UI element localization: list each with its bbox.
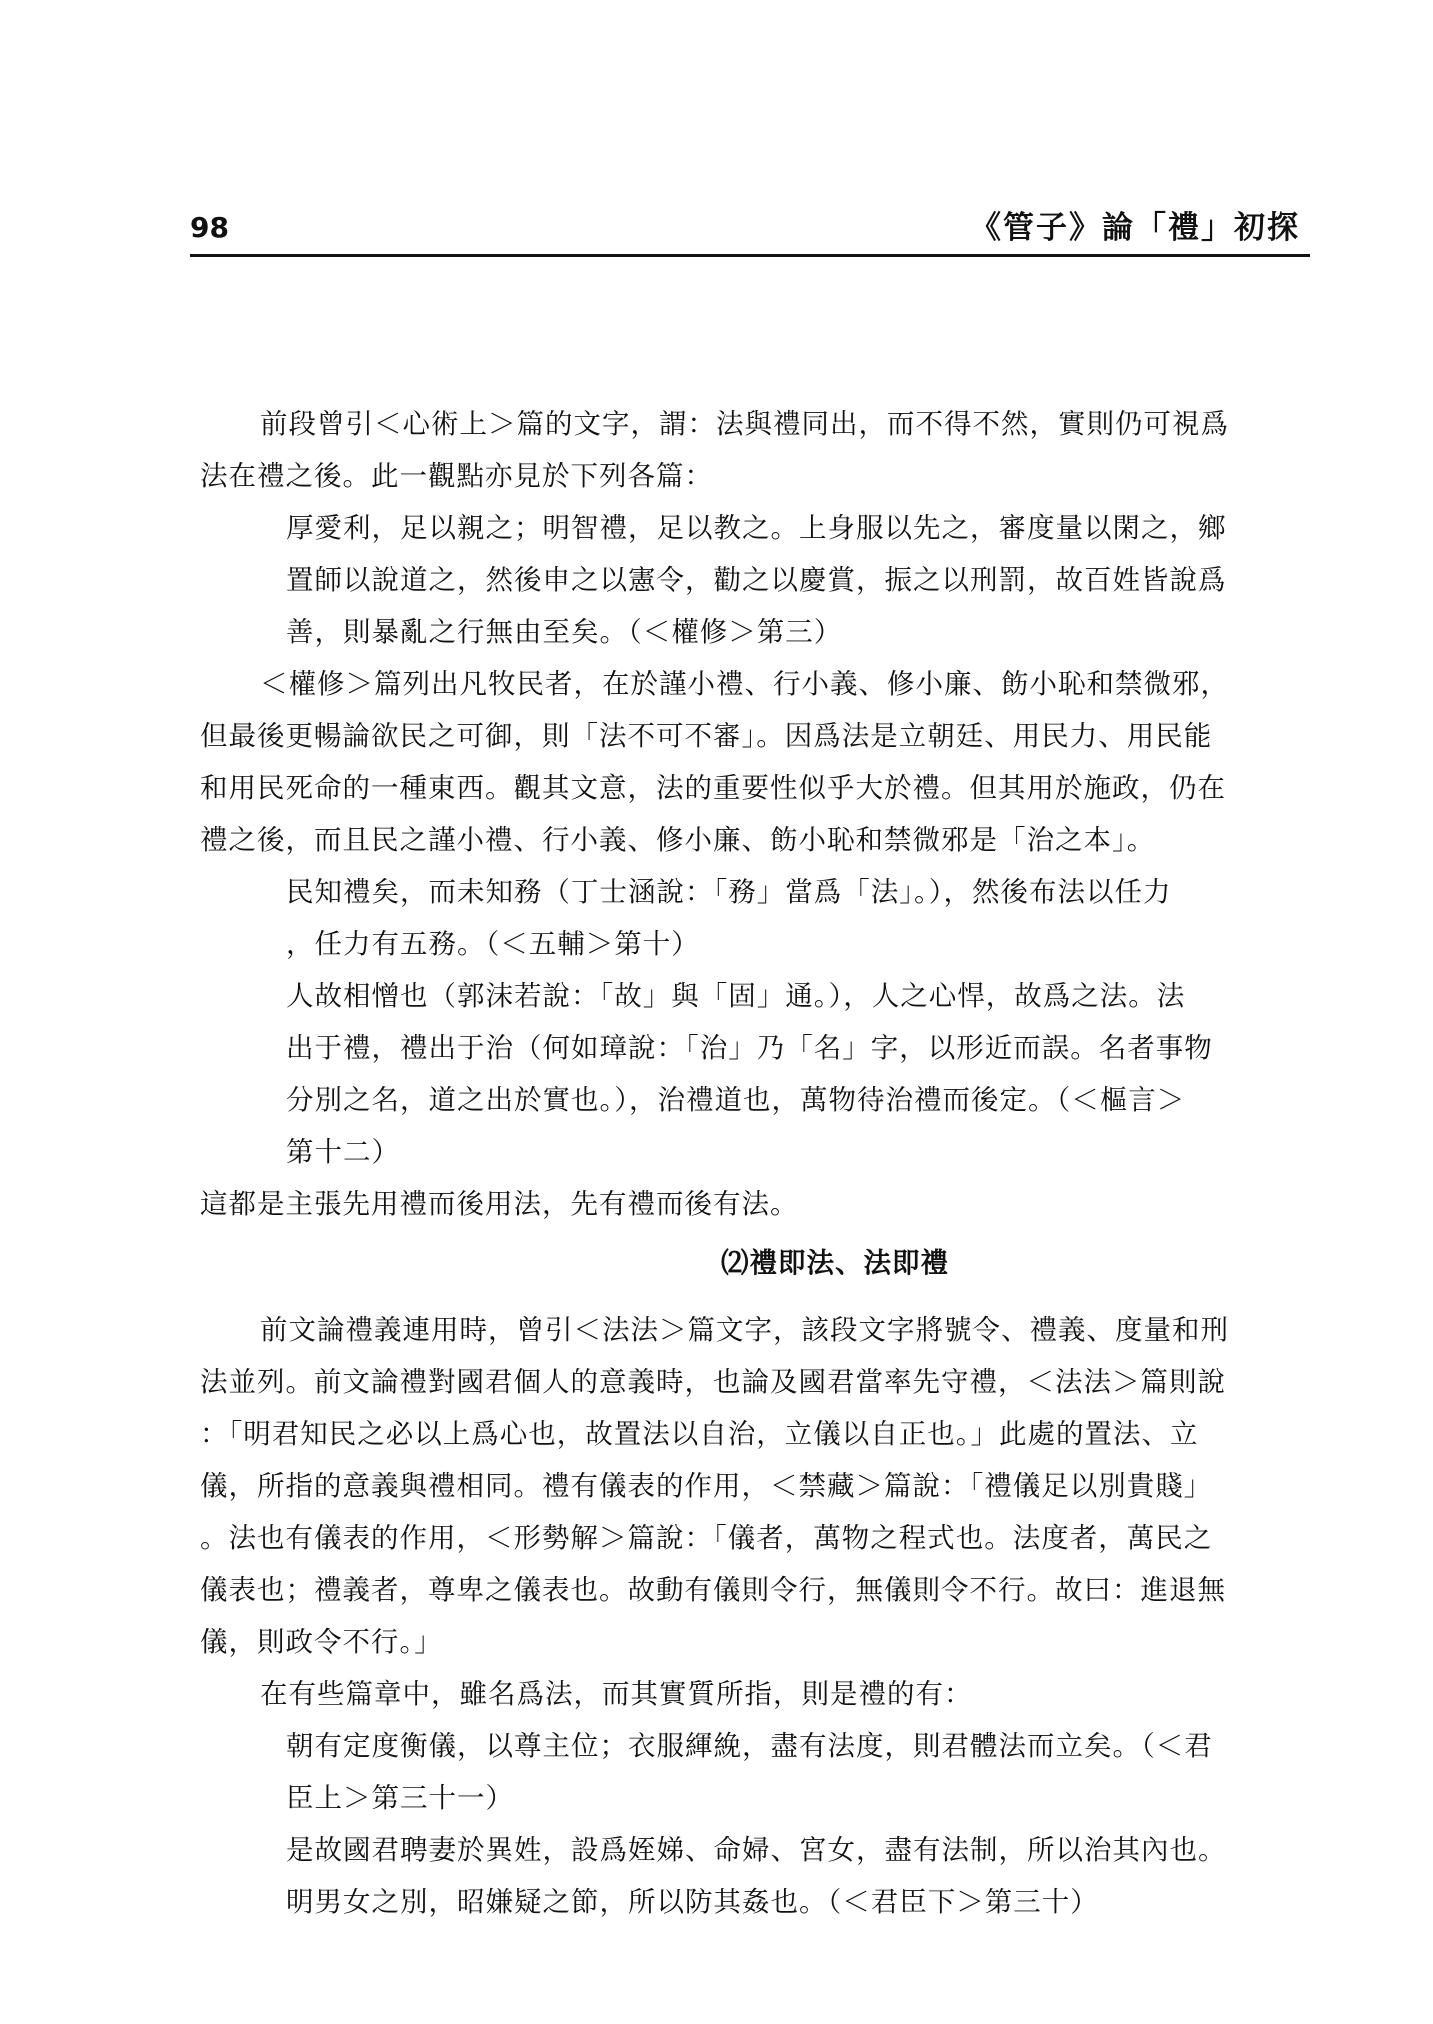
paragraph-5 bbox=[200, 1668, 1260, 1720]
text-line: 法並列。前文論禮對國君個人的意義時，也論及國君當率先守禮，＜法法＞篇則說 bbox=[200, 1366, 1226, 1398]
text-line: 禮之後，而且民之謹小禮、行小義、修小廉、飭小恥和禁微邪是「治之本」。 bbox=[200, 824, 1156, 856]
running-title: 《管子》論「禮」初探 bbox=[970, 210, 1300, 246]
text-line: 第十二） bbox=[286, 1136, 400, 1168]
text-line: 分別之名，道之出於實也。），治禮道也，萬物待治禮而後定。（＜樞言＞ bbox=[286, 1084, 1186, 1116]
quotation-2 bbox=[200, 866, 1260, 970]
text-line: 和用民死命的一種東西。觀其文意，法的重要性似乎大於禮。但其用於施政，仍在 bbox=[200, 772, 1226, 804]
text-line: 置師以說道之，然後申之以憲令，勸之以慶賞，振之以刑罰，故百姓皆說爲 bbox=[286, 564, 1227, 596]
text-line: 前段曾引＜心術上＞篇的文字，謂：法與禮同出，而不得不然，實則仍可視爲 bbox=[260, 408, 1229, 440]
text-line: 但最後更暢論欲民之可御，則「法不可不審」。因爲法是立朝廷、用民力、用民能 bbox=[200, 720, 1213, 752]
text-line: 民知禮矣，而未知務（丁士涵說：「務」當爲「法」。），然後布法以任力 bbox=[286, 876, 1172, 908]
quotation-3 bbox=[200, 970, 1260, 1178]
text-line: 法在禮之後。此一觀點亦見於下列各篇： bbox=[200, 460, 713, 492]
text-line: ，任力有五務。（＜五輔＞第十） bbox=[286, 928, 700, 960]
quotation-1 bbox=[200, 502, 1260, 658]
text-line: 厚愛利，足以親之；明智禮，足以教之。上身服以先之，審度量以閑之，鄉 bbox=[286, 512, 1227, 544]
section-heading: ⑵禮即法、法即禮 bbox=[721, 1247, 949, 1279]
text-line: 人故相憎也（郭沫若說：「故」與「固」通。），人之心悍，故爲之法。法 bbox=[286, 980, 1186, 1012]
text-line: 前文論禮義連用時，曾引＜法法＞篇文字，該段文字將號令、禮義、度量和刑 bbox=[260, 1314, 1229, 1346]
paragraph-3 bbox=[200, 1178, 1260, 1230]
paragraph-4 bbox=[200, 1304, 1260, 1668]
paragraph-1 bbox=[200, 398, 1260, 502]
paragraph-2 bbox=[200, 658, 1260, 866]
text-line: 儀表也；禮義者，尊卑之儀表也。故動有儀則令行，無儀則令不行。故曰：進退無 bbox=[200, 1574, 1226, 1606]
page-number: 98 bbox=[190, 211, 229, 244]
text-line: 明男女之別，昭嫌疑之節，所以防其姦也。（＜君臣下＞第三十） bbox=[286, 1886, 1099, 1918]
text-line: 這都是主張先用禮而後用法，先有禮而後有法。 bbox=[200, 1188, 799, 1220]
text-line: 出于禮，禮出于治（何如璋說：「治」乃「名」字，以形近而誤。名者事物 bbox=[286, 1032, 1213, 1064]
text-line: 臣上＞第三十一） bbox=[286, 1782, 514, 1814]
text-line: ＜權修＞篇列出凡牧民者，在於謹小禮、行小義、修小廉、飭小恥和禁微邪， bbox=[260, 668, 1229, 700]
page-header bbox=[190, 208, 1310, 257]
text-line: 善，則暴亂之行無由至矣。（＜權修＞第三） bbox=[286, 616, 843, 648]
text-line: 朝有定度衡儀，以尊主位；衣服緷絻，盡有法度，則君體法而立矣。（＜君 bbox=[286, 1730, 1213, 1762]
text-line: 。法也有儀表的作用，＜形勢解＞篇說：「儀者，萬物之程式也。法度者，萬民之 bbox=[200, 1522, 1213, 1554]
quotation-4 bbox=[200, 1720, 1260, 1824]
text-line: 儀，則政令不行。」 bbox=[200, 1626, 443, 1658]
quotation-5 bbox=[200, 1824, 1260, 1928]
text-line: 在有些篇章中，雖名爲法，而其實質所指，則是禮的有： bbox=[260, 1678, 973, 1710]
text-line: 儀，所指的意義與禮相同。禮有儀表的作用，＜禁藏＞篇說：「禮儀足以別貴賤」 bbox=[200, 1470, 1213, 1502]
text-line: 是故國君聘妻於異姓，設爲姪娣、命婦、宮女，盡有法制，所以治其內也。 bbox=[286, 1834, 1227, 1866]
text-line: ：「明君知民之必以上爲心也，故置法以自治，立儀以自正也。」此處的置法、立 bbox=[200, 1418, 1199, 1450]
page-body bbox=[200, 398, 1260, 1928]
